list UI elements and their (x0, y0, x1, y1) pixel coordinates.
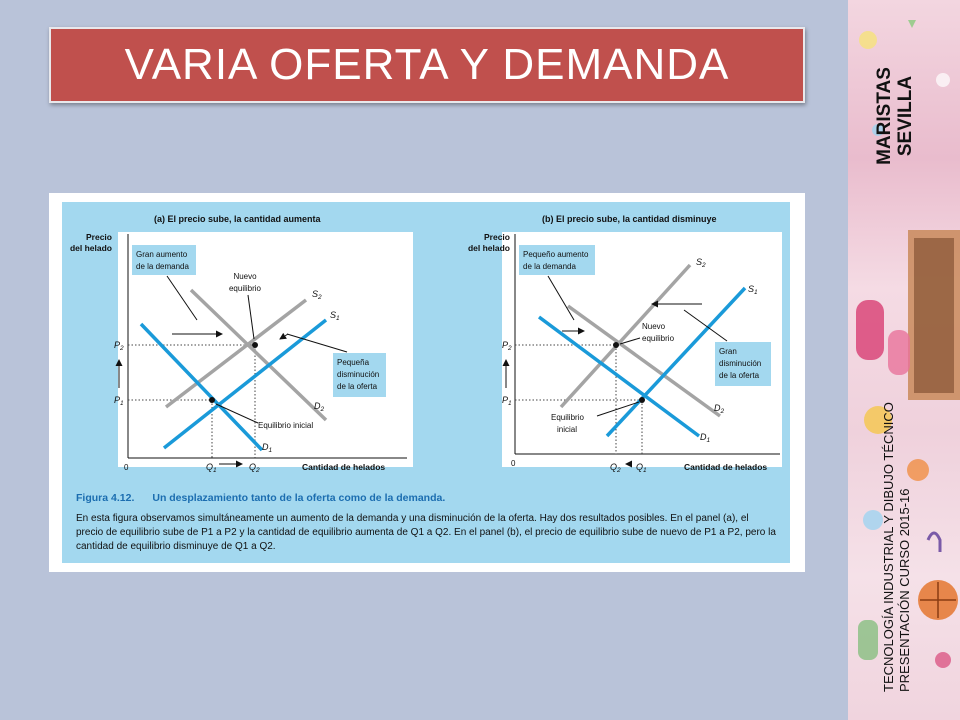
panel-a-origin: 0 (124, 463, 129, 472)
panel-b-title: (b) El precio sube, la cantidad disminuye (542, 214, 717, 224)
panel-a-d1-label: $D_1$ (262, 442, 273, 454)
panel-a-q1-label: $Q_1$ (206, 462, 217, 474)
panel-a-title: (a) El precio sube, la cantidad aumenta (154, 214, 321, 224)
panel-b-initial-eq-line1: Equilibrio (551, 413, 584, 422)
panel-a-y-label-2: del helado (69, 243, 112, 253)
panel-b-p1-label: $P_1$ (502, 395, 512, 407)
panel-b-d2-label: $D_2$ (714, 403, 725, 415)
panel-b-supply-box-line2: disminución (719, 359, 762, 368)
panel-b-q1-label: $Q_1$ (636, 462, 647, 474)
panel-a-new-eq-line1: Nuevo (233, 272, 257, 281)
panel-b-origin: 0 (511, 459, 516, 468)
panel-b-y-label-1: Precio (484, 232, 510, 242)
panel-b-new-eq-line2: equilibrio (642, 334, 675, 343)
panel-b-initial-equilibrium-point (639, 397, 645, 403)
panel-b-new-eq-line1: Nuevo (642, 322, 666, 331)
panel-a-new-equilibrium-point (252, 342, 258, 348)
panel-a-p2-label: $P_2$ (114, 340, 124, 352)
supply-demand-diagrams (62, 202, 790, 492)
figure-caption-body: En esta figura observamos simultáneamente un aumento de la demanda y una disminución de la oferta. Hay dos resultados posibles. En el panel (a), el precio de equilibrio sube de P1 a P2 y la cantidad de equilibrio aumenta de Q1 a Q2. En el panel (b), el precio de equilibrio sube de nuevo de P1 a P2, pero la cantidad de equilibrio disminuye de Q1 a Q2. (76, 513, 776, 552)
panel-b-x-label: Cantidad de helados (684, 462, 768, 472)
panel-a-s1-label: $S_1$ (330, 310, 340, 322)
panel-b-p2-label: $P_2$ (502, 340, 512, 352)
panel-b-s1-label: $S_1$ (748, 284, 758, 296)
panel-a-initial-eq-label: Equilibrio inicial (258, 421, 314, 430)
panel-a-supply-box-line3: de la oferta (337, 382, 378, 391)
footer-label: TECNOLOGÍA INDUSTRIAL Y DIBUJO TÉCNICO PRESENTACIÓN CURSO 2015-16 (881, 402, 912, 692)
panel-b-initial-eq-line2: inicial (557, 425, 578, 434)
figure-caption-title: Figura 4.12. Un desplazamiento tanto de la oferta como de la demanda. (76, 492, 446, 504)
panel-b-y-label-2: del helado (467, 243, 510, 253)
panel-b-demand-box-line2: de la demanda (523, 262, 576, 271)
panel-b-demand-box-line1: Pequeño aumento (523, 250, 589, 259)
panel-b-s2-label: $S_2$ (696, 257, 706, 269)
side-decoration-strip (848, 0, 960, 720)
panel-a-p1-label: $P_1$ (114, 395, 124, 407)
panel-b-d1-label: $D_1$ (700, 432, 711, 444)
slide-title: VARIA OFERTA Y DEMANDA (49, 27, 805, 103)
panel-b-new-equilibrium-point (613, 342, 619, 348)
panel-b-supply-box-line3: de la oferta (719, 371, 760, 380)
panel-a-d2-label: $D_2$ (314, 401, 325, 413)
panel-a-s2-label: $S_2$ (312, 289, 322, 301)
panel-a-initial-equilibrium-point (209, 397, 215, 403)
panel-a-y-label-1: Precio (86, 232, 112, 242)
textbook-figure (49, 193, 805, 572)
panel-a-demand-box-line2: de la demanda (136, 262, 189, 271)
brand-label: MARISTAS SEVILLA (874, 67, 916, 165)
panel-a-demand-box-line1: Gran aumento (136, 250, 188, 259)
panel-b-supply-box-line1: Gran (719, 347, 737, 356)
figure-panel-background (62, 202, 790, 563)
panel-a-x-label: Cantidad de helados (302, 462, 386, 472)
panel-b-q2-label: $Q_2$ (610, 462, 621, 474)
panel-a-new-eq-line2: equilibrio (228, 284, 262, 293)
panel-a-supply-box-line1: Pequeña (337, 358, 370, 367)
panel-a-q2-label: $Q_2$ (249, 462, 260, 474)
panel-a-supply-box-line2: disminución (337, 370, 380, 379)
